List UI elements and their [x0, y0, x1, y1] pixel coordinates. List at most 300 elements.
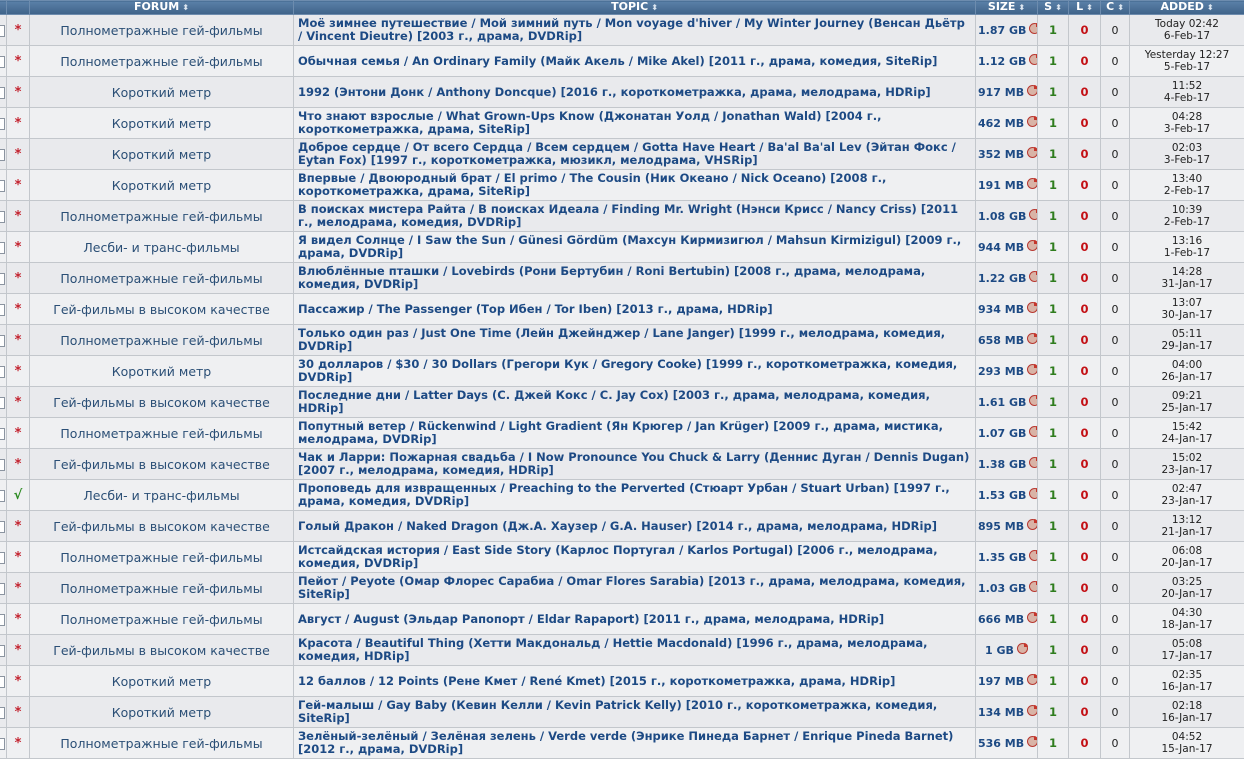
- status-icon: *: [15, 395, 22, 410]
- seeders-cell: 1: [1038, 666, 1069, 697]
- added-time: Today 02:42: [1130, 18, 1244, 30]
- size-value[interactable]: 1.87 GB: [978, 24, 1026, 37]
- seeders-cell: 1: [1038, 15, 1069, 46]
- completed-cell: 0: [1101, 325, 1130, 356]
- magnet-icon[interactable]: [1029, 426, 1037, 437]
- magnet-icon[interactable]: [1027, 519, 1037, 530]
- added-date: 20-Jan-17: [1130, 588, 1244, 600]
- completed-cell: 0: [1101, 635, 1130, 666]
- document-icon: [0, 180, 5, 192]
- size-value[interactable]: 934 MB: [978, 303, 1024, 316]
- magnet-icon[interactable]: [1027, 147, 1037, 158]
- size-value[interactable]: 1.12 GB: [978, 55, 1026, 68]
- added-date: 6-Feb-17: [1130, 30, 1244, 42]
- size-cell: [976, 635, 1038, 666]
- completed-cell: 0: [1101, 604, 1130, 635]
- topic-link[interactable]: 1992 (Энтони Донк / Anthony Doncque) [2016 г., короткометражка, драма, мелодрама, HDRip]: [294, 77, 976, 108]
- leechers-cell: 0: [1069, 77, 1101, 108]
- sort-icon[interactable]: ⬍: [1207, 3, 1214, 12]
- added-cell: [1130, 170, 1244, 201]
- added-time: 04:28: [1130, 111, 1244, 123]
- leechers-cell: 0: [1069, 356, 1101, 387]
- forum-link[interactable]: Гей-фильмы в высоком качестве: [30, 635, 294, 666]
- document-icon: [0, 490, 5, 502]
- forum-link[interactable]: Лесби- и транс-фильмы: [30, 232, 294, 263]
- document-icon: [0, 583, 5, 595]
- size-cell: [976, 108, 1038, 139]
- added-date: 21-Jan-17: [1130, 526, 1244, 538]
- table-row: [0, 139, 1244, 170]
- document-icon: [0, 738, 5, 750]
- forum-link[interactable]: Полнометражные гей-фильмы: [30, 418, 294, 449]
- seeders-cell: 1: [1038, 77, 1069, 108]
- completed-cell: 0: [1101, 46, 1130, 77]
- size-cell: [976, 263, 1038, 294]
- topic-link[interactable]: Голый Дракон / Naked Dragon (Дж.А. Хаузер / G.A. Hauser) [2014 г., драма, мелодрама, HDRip]: [294, 511, 976, 542]
- status-cell: [7, 294, 30, 325]
- leechers-cell: 0: [1069, 108, 1101, 139]
- added-cell: [1130, 294, 1244, 325]
- topic-link[interactable]: В поисках мистера Райта / В поисках Идеала / Finding Mr. Wright (Нэнси Крисс / Nancy Criss) [2011 г., мелодрама, комедия, DVDRip]: [294, 201, 976, 232]
- added-date: 23-Jan-17: [1130, 495, 1244, 507]
- col-status-header: [7, 1, 30, 15]
- leechers-cell: 0: [1069, 139, 1101, 170]
- magnet-icon[interactable]: [1029, 209, 1037, 220]
- added-time: 05:08: [1130, 638, 1244, 650]
- status-icon: *: [15, 54, 22, 69]
- forum-link[interactable]: Полнометражные гей-фильмы: [30, 604, 294, 635]
- magnet-icon[interactable]: [1017, 643, 1028, 654]
- completed-cell: 0: [1101, 449, 1130, 480]
- document-icon: [0, 397, 5, 409]
- status-cell: [7, 418, 30, 449]
- forum-link[interactable]: Гей-фильмы в высоком качестве: [30, 511, 294, 542]
- added-cell: [1130, 573, 1244, 604]
- added-cell: [1130, 356, 1244, 387]
- completed-cell: 0: [1101, 418, 1130, 449]
- table-row: [0, 387, 1244, 418]
- forum-link[interactable]: Гей-фильмы в высоком качестве: [30, 449, 294, 480]
- completed-cell: 0: [1101, 480, 1130, 511]
- size-cell: [976, 232, 1038, 263]
- topic-link[interactable]: Пейот / Peyote (Омар Флорес Сарабиа / Omar Flores Sarabia) [2013 г., драма, мелодрама, комедия, SiteRip]: [294, 573, 976, 604]
- size-value[interactable]: 134 MB: [978, 706, 1024, 719]
- forum-link[interactable]: Короткий метр: [30, 697, 294, 728]
- forum-link[interactable]: Короткий метр: [30, 77, 294, 108]
- table-row: [0, 635, 1244, 666]
- topic-link[interactable]: Обычная семья / An Ordinary Family (Майк Акель / Mike Akel) [2011 г., драма, комедия, SiteRip]: [294, 46, 976, 77]
- size-cell: [976, 15, 1038, 46]
- status-icon: *: [15, 116, 22, 131]
- size-value[interactable]: 917 MB: [978, 86, 1024, 99]
- size-cell: [976, 418, 1038, 449]
- added-time: 02:18: [1130, 700, 1244, 712]
- status-cell: [7, 697, 30, 728]
- status-cell: [7, 263, 30, 294]
- table-row: [0, 418, 1244, 449]
- status-cell: [7, 480, 30, 511]
- completed-cell: 0: [1101, 542, 1130, 573]
- completed-cell: 0: [1101, 77, 1130, 108]
- forum-link[interactable]: Полнометражные гей-фильмы: [30, 201, 294, 232]
- leechers-cell: 0: [1069, 697, 1101, 728]
- completed-cell: 0: [1101, 356, 1130, 387]
- topic-link[interactable]: Доброе сердце / От всего Сердца / Всем сердцем / Gotta Have Heart / Ba'al Ba'al Lev (Эйтан Фокс / Eytan Fox) [1997 г., короткометражка, мюзикл, мелодрама, VHSRip]: [294, 139, 976, 170]
- completed-cell: 0: [1101, 294, 1130, 325]
- forum-link[interactable]: Короткий метр: [30, 108, 294, 139]
- size-cell: [976, 201, 1038, 232]
- magnet-icon[interactable]: [1027, 302, 1037, 313]
- status-cell: [7, 511, 30, 542]
- added-date: 30-Jan-17: [1130, 309, 1244, 321]
- document-icon: [0, 676, 5, 688]
- status-icon: *: [15, 364, 22, 379]
- added-time: 06:08: [1130, 545, 1244, 557]
- size-cell: [976, 46, 1038, 77]
- added-cell: [1130, 480, 1244, 511]
- size-value[interactable]: 666 MB: [978, 613, 1024, 626]
- status-icon: *: [15, 457, 22, 472]
- seeders-cell: 1: [1038, 635, 1069, 666]
- size-value[interactable]: 1.38 GB: [978, 458, 1026, 471]
- document-icon: [0, 335, 5, 347]
- leechers-cell: 0: [1069, 387, 1101, 418]
- added-cell: [1130, 325, 1244, 356]
- sort-icon[interactable]: ⬍: [1117, 3, 1124, 12]
- col-seeders-header[interactable]: S ⬍: [1038, 1, 1069, 15]
- added-cell: [1130, 46, 1244, 77]
- status-cell: [7, 108, 30, 139]
- leechers-cell: 0: [1069, 573, 1101, 604]
- size-value[interactable]: 462 MB: [978, 117, 1024, 130]
- magnet-icon[interactable]: [1029, 457, 1037, 468]
- status-icon: *: [15, 705, 22, 720]
- table-row: [0, 356, 1244, 387]
- status-cell: [7, 77, 30, 108]
- seeders-cell: 1: [1038, 728, 1069, 759]
- added-time: 05:11: [1130, 328, 1244, 340]
- size-cell: [976, 542, 1038, 573]
- leechers-cell: 0: [1069, 728, 1101, 759]
- topic-link[interactable]: Что знают взрослые / What Grown-Ups Know (Джонатан Уолд / Jonathan Wald) [2004 г., короткометражка, драма, SiteRip]: [294, 108, 976, 139]
- document-icon: [0, 304, 5, 316]
- size-value[interactable]: 895 MB: [978, 520, 1024, 533]
- size-value[interactable]: 1.61 GB: [978, 396, 1026, 409]
- status-cell: [7, 604, 30, 635]
- status-icon: *: [15, 178, 22, 193]
- completed-cell: 0: [1101, 511, 1130, 542]
- leechers-cell: 0: [1069, 542, 1101, 573]
- size-value[interactable]: 944 MB: [978, 241, 1024, 254]
- added-cell: [1130, 449, 1244, 480]
- completed-cell: 0: [1101, 666, 1130, 697]
- forum-link[interactable]: Полнометражные гей-фильмы: [30, 542, 294, 573]
- size-value[interactable]: 1.08 GB: [978, 210, 1026, 223]
- document-icon: [0, 118, 5, 130]
- forum-link[interactable]: Полнометражные гей-фильмы: [30, 263, 294, 294]
- magnet-icon[interactable]: [1029, 54, 1037, 65]
- added-time: 09:21: [1130, 390, 1244, 402]
- topic-link[interactable]: Последние дни / Latter Days (С. Джей Кокс / C. Jay Cox) [2003 г., драма, мелодрама, комедия, HDRip]: [294, 387, 976, 418]
- added-cell: [1130, 697, 1244, 728]
- topic-link[interactable]: Август / August (Эльдар Рапопорт / Eldar Rapaport) [2011 г., драма, мелодрама, HDRip]: [294, 604, 976, 635]
- added-cell: [1130, 387, 1244, 418]
- added-date: 3-Feb-17: [1130, 123, 1244, 135]
- added-time: 04:52: [1130, 731, 1244, 743]
- topic-link[interactable]: 12 баллов / 12 Points (Рене Кмет / René Kmet) [2015 г., короткометражка, драма, HDRip]: [294, 666, 976, 697]
- col-added-header[interactable]: ADDED ⬍: [1130, 1, 1244, 15]
- magnet-icon[interactable]: [1027, 116, 1037, 127]
- status-cell: [7, 449, 30, 480]
- size-cell: [976, 511, 1038, 542]
- leechers-cell: 0: [1069, 294, 1101, 325]
- topic-link[interactable]: Чак и Ларри: Пожарная свадьба / I Now Pronounce You Chuck & Larry (Деннис Дуган / Dennis Dugan) [2007 г., мелодрама, комедия, HDRip]: [294, 449, 976, 480]
- magnet-icon[interactable]: [1027, 178, 1037, 189]
- seeders-cell: 1: [1038, 263, 1069, 294]
- topic-link[interactable]: Гей-малыш / Gay Baby (Кевин Келли / Kevin Patrick Kelly) [2010 г., короткометражка, комедия, SiteRip]: [294, 697, 976, 728]
- magnet-icon[interactable]: [1027, 240, 1037, 251]
- added-date: 25-Jan-17: [1130, 402, 1244, 414]
- table-row: [0, 201, 1244, 232]
- document-icon: [0, 149, 5, 161]
- forum-link[interactable]: Короткий метр: [30, 170, 294, 201]
- status-icon: *: [15, 736, 22, 751]
- size-value[interactable]: 1.03 GB: [978, 582, 1026, 595]
- forum-link[interactable]: Лесби- и транс-фильмы: [30, 480, 294, 511]
- added-cell: [1130, 604, 1244, 635]
- topic-link[interactable]: Только один раз / Just One Time (Лейн Джейнджер / Lane Janger) [1999 г., мелодрама, комедия, DVDRip]: [294, 325, 976, 356]
- topic-link[interactable]: Истсайдская история / East Side Story (Карлос Португал / Karlos Portugal) [2006 г., мелодрама, комедия, DVDRip]: [294, 542, 976, 573]
- sort-icon[interactable]: ⬍: [182, 3, 189, 12]
- table-row: [0, 77, 1244, 108]
- magnet-icon[interactable]: [1029, 395, 1037, 406]
- magnet-icon[interactable]: [1027, 736, 1037, 747]
- document-icon: [0, 242, 5, 254]
- leechers-cell: 0: [1069, 46, 1101, 77]
- added-date: 1-Feb-17: [1130, 247, 1244, 259]
- status-icon: *: [15, 643, 22, 658]
- size-cell: [976, 697, 1038, 728]
- size-cell: [976, 325, 1038, 356]
- leechers-cell: 0: [1069, 263, 1101, 294]
- forum-link[interactable]: Гей-фильмы в высоком качестве: [30, 387, 294, 418]
- added-time: 04:30: [1130, 607, 1244, 619]
- size-cell: [976, 604, 1038, 635]
- table-row: [0, 232, 1244, 263]
- col-leechers-header[interactable]: L ⬍: [1069, 1, 1101, 15]
- magnet-icon[interactable]: [1027, 85, 1037, 96]
- forum-link[interactable]: Полнометражные гей-фильмы: [30, 46, 294, 77]
- status-icon: *: [15, 426, 22, 441]
- topic-link[interactable]: Пассажир / The Passenger (Тор Ибен / Tor Iben) [2013 г., драма, HDRip]: [294, 294, 976, 325]
- seeders-cell: 1: [1038, 356, 1069, 387]
- added-cell: [1130, 666, 1244, 697]
- seeders-cell: 1: [1038, 139, 1069, 170]
- added-time: Yesterday 12:27: [1130, 49, 1244, 61]
- col-forum-header[interactable]: FORUM ⬍: [30, 1, 294, 15]
- col-size-header[interactable]: SIZE ⬍: [976, 1, 1038, 15]
- added-cell: [1130, 635, 1244, 666]
- leechers-cell: 0: [1069, 15, 1101, 46]
- seeders-cell: 1: [1038, 542, 1069, 573]
- magnet-icon[interactable]: [1027, 705, 1037, 716]
- topic-link[interactable]: Зелёный-зелёный / Зелёная зелень / Verde verde (Энрике Пинеда Барнет / Enrique Pineda Barnet) [2012 г., драма, DVDRip]: [294, 728, 976, 759]
- forum-link[interactable]: Короткий метр: [30, 666, 294, 697]
- leechers-cell: 0: [1069, 666, 1101, 697]
- size-value[interactable]: 191 MB: [978, 179, 1024, 192]
- size-cell: [976, 356, 1038, 387]
- status-icon: √: [14, 488, 23, 503]
- size-value[interactable]: 1.53 GB: [978, 489, 1026, 502]
- magnet-icon[interactable]: [1029, 488, 1037, 499]
- sort-icon[interactable]: ⬍: [1055, 3, 1062, 12]
- added-time: 02:47: [1130, 483, 1244, 495]
- size-value[interactable]: 352 MB: [978, 148, 1024, 161]
- magnet-icon[interactable]: [1029, 581, 1037, 592]
- added-date: 24-Jan-17: [1130, 433, 1244, 445]
- status-cell: [7, 573, 30, 604]
- document-icon: [0, 521, 5, 533]
- seeders-cell: 1: [1038, 46, 1069, 77]
- seeders-cell: 1: [1038, 697, 1069, 728]
- sort-icon[interactable]: ⬍: [1086, 3, 1093, 12]
- magnet-icon[interactable]: [1029, 550, 1037, 561]
- added-time: 15:42: [1130, 421, 1244, 433]
- seeders-cell: 1: [1038, 108, 1069, 139]
- magnet-icon[interactable]: [1027, 612, 1037, 623]
- seeders-cell: 1: [1038, 604, 1069, 635]
- completed-cell: 0: [1101, 201, 1130, 232]
- document-icon: [0, 428, 5, 440]
- magnet-icon[interactable]: [1027, 674, 1037, 685]
- table-row: [0, 325, 1244, 356]
- size-cell: [976, 573, 1038, 604]
- seeders-cell: 1: [1038, 511, 1069, 542]
- sort-icon[interactable]: ⬍: [651, 3, 658, 12]
- added-cell: [1130, 232, 1244, 263]
- added-date: 16-Jan-17: [1130, 712, 1244, 724]
- size-value[interactable]: 293 MB: [978, 365, 1024, 378]
- status-cell: [7, 170, 30, 201]
- topic-link[interactable]: Красота / Beautiful Thing (Хетти Макдональд / Hettie Macdonald) [1996 г., драма, мелодрама, комедия, HDRip]: [294, 635, 976, 666]
- added-cell: [1130, 201, 1244, 232]
- topic-link[interactable]: Впервые / Двоюродный брат / El primo / The Cousin (Ник Океано / Nick Oceano) [2008 г., короткометражка, драма, SiteRip]: [294, 170, 976, 201]
- status-cell: [7, 325, 30, 356]
- seeders-cell: 1: [1038, 449, 1069, 480]
- added-date: 18-Jan-17: [1130, 619, 1244, 631]
- topic-link[interactable]: Попутный ветер / Rückenwind / Light Gradient (Ян Крюгер / Jan Krüger) [2009 г., драма, мистика, мелодрама, DVDRip]: [294, 418, 976, 449]
- magnet-icon[interactable]: [1027, 333, 1037, 344]
- completed-cell: 0: [1101, 15, 1130, 46]
- size-cell: [976, 728, 1038, 759]
- size-cell: [976, 666, 1038, 697]
- forum-link[interactable]: Полнометражные гей-фильмы: [30, 728, 294, 759]
- status-icon: *: [15, 333, 22, 348]
- added-date: 23-Jan-17: [1130, 464, 1244, 476]
- topic-link[interactable]: 30 долларов / $30 / 30 Dollars (Грегори Кук / Gregory Cooke) [1999 г., короткометражка, комедия, DVDRip]: [294, 356, 976, 387]
- leechers-cell: 0: [1069, 511, 1101, 542]
- magnet-icon[interactable]: [1027, 364, 1037, 375]
- table-row: [0, 46, 1244, 77]
- size-value[interactable]: 536 MB: [978, 737, 1024, 750]
- status-icon: *: [15, 612, 22, 627]
- leechers-cell: 0: [1069, 325, 1101, 356]
- col-completed-header[interactable]: C ⬍: [1101, 1, 1130, 15]
- topic-link[interactable]: Влюблённые пташки / Lovebirds (Рони Бертубин / Roni Bertubin) [2008 г., драма, мелодрама, комедия, DVDRip]: [294, 263, 976, 294]
- added-date: 20-Jan-17: [1130, 557, 1244, 569]
- size-cell: [976, 77, 1038, 108]
- added-cell: [1130, 77, 1244, 108]
- size-value[interactable]: 1.35 GB: [978, 551, 1026, 564]
- leechers-cell: 0: [1069, 170, 1101, 201]
- status-cell: [7, 139, 30, 170]
- seeders-cell: 1: [1038, 387, 1069, 418]
- forum-link[interactable]: Полнометражные гей-фильмы: [30, 325, 294, 356]
- table-row: [0, 449, 1244, 480]
- forum-link[interactable]: Гей-фильмы в высоком качестве: [30, 294, 294, 325]
- forum-link[interactable]: Короткий метр: [30, 139, 294, 170]
- sort-icon[interactable]: ⬍: [1018, 3, 1025, 12]
- document-icon: [0, 56, 5, 68]
- topic-link[interactable]: Я видел Солнце / I Saw the Sun / Günesi Gördüm (Махсун Кирмизигюл / Mahsun Kirmizigul) [2009 г., драма, DVDRip]: [294, 232, 976, 263]
- leechers-cell: 0: [1069, 449, 1101, 480]
- size-cell: [976, 294, 1038, 325]
- size-value[interactable]: 1.22 GB: [978, 272, 1026, 285]
- forum-link[interactable]: Короткий метр: [30, 356, 294, 387]
- table-header: [0, 1, 1244, 15]
- status-cell: [7, 356, 30, 387]
- table-row: [0, 15, 1244, 46]
- seeders-cell: 1: [1038, 201, 1069, 232]
- added-time: 14:28: [1130, 266, 1244, 278]
- added-date: 3-Feb-17: [1130, 154, 1244, 166]
- table-row: [0, 728, 1244, 759]
- topic-link[interactable]: Моё зимнее путешествие / Мой зимний путь / Mon voyage d'hiver / My Winter Journey (Венсан Дьётр / Vincent Dieutre) [2003 г., драма, DVDRip]: [294, 15, 976, 46]
- status-cell: [7, 728, 30, 759]
- status-icon: *: [15, 147, 22, 162]
- size-value[interactable]: 1 GB: [985, 644, 1014, 657]
- size-cell: [976, 387, 1038, 418]
- forum-link[interactable]: Полнометражные гей-фильмы: [30, 15, 294, 46]
- topic-link[interactable]: Проповедь для извращенных / Preaching to the Perverted (Стюарт Урбан / Stuart Urban) [1997 г., драма, комедия, DVDRip]: [294, 480, 976, 511]
- col-topic-header[interactable]: TOPIC ⬍: [294, 1, 976, 15]
- magnet-icon[interactable]: [1029, 271, 1037, 282]
- added-date: 2-Feb-17: [1130, 185, 1244, 197]
- added-time: 02:03: [1130, 142, 1244, 154]
- size-value[interactable]: 197 MB: [978, 675, 1024, 688]
- seeders-cell: 1: [1038, 573, 1069, 604]
- magnet-icon[interactable]: [1029, 23, 1037, 34]
- table-row: [0, 294, 1244, 325]
- seeders-cell: 1: [1038, 418, 1069, 449]
- status-icon: *: [15, 581, 22, 596]
- status-cell: [7, 666, 30, 697]
- added-date: 4-Feb-17: [1130, 92, 1244, 104]
- status-cell: [7, 201, 30, 232]
- size-value[interactable]: 658 MB: [978, 334, 1024, 347]
- completed-cell: 0: [1101, 263, 1130, 294]
- seeders-cell: 1: [1038, 170, 1069, 201]
- added-cell: [1130, 108, 1244, 139]
- leechers-cell: 0: [1069, 635, 1101, 666]
- added-cell: [1130, 542, 1244, 573]
- added-time: 04:00: [1130, 359, 1244, 371]
- added-date: 16-Jan-17: [1130, 681, 1244, 693]
- size-value[interactable]: 1.07 GB: [978, 427, 1026, 440]
- completed-cell: 0: [1101, 728, 1130, 759]
- forum-link[interactable]: Полнометражные гей-фильмы: [30, 573, 294, 604]
- document-icon: [0, 552, 5, 564]
